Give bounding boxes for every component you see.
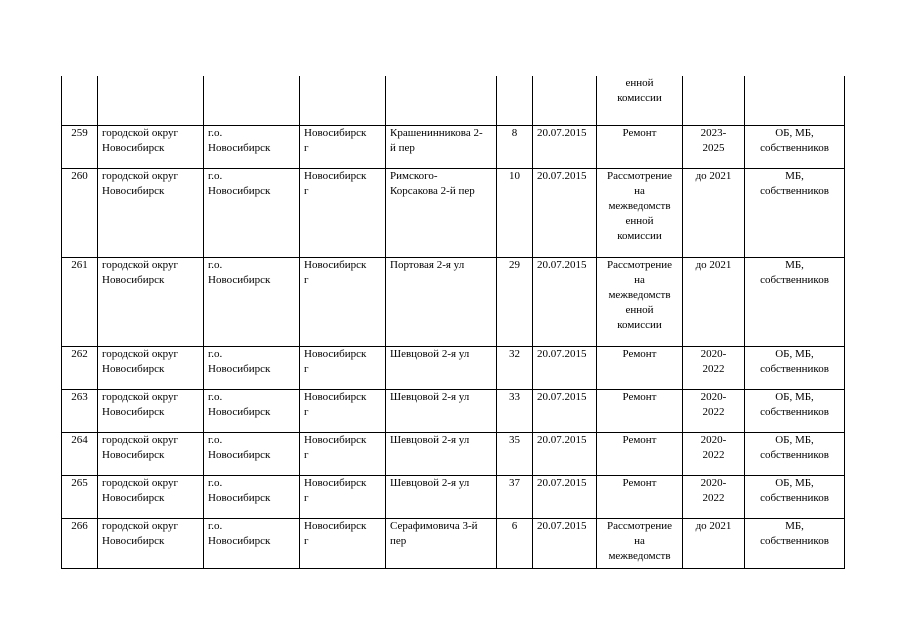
city-text: Новосибирск г (304, 519, 367, 547)
funding-text: ОБ, МБ, собственников (760, 476, 829, 504)
cell-house (497, 346, 533, 389)
house-text: 29 (509, 258, 520, 271)
cell-street (386, 125, 497, 168)
table-row (62, 168, 845, 257)
table-row (62, 518, 845, 568)
decision-text: Ремонт (622, 390, 657, 403)
date-text: 20.07.2015 (537, 476, 587, 489)
city-text: Новосибирск г (304, 476, 367, 504)
cell-period (683, 432, 745, 475)
decision-text: Ремонт (622, 126, 657, 139)
house-text: 10 (509, 169, 520, 182)
cell-district (98, 432, 204, 475)
cell-decision (597, 168, 683, 257)
cell-date (533, 76, 597, 125)
cell-period (683, 389, 745, 432)
house-text: 8 (511, 126, 518, 139)
decision-text: Рассмотрение на межведомств (606, 519, 673, 562)
decision-text: енной комиссии (617, 77, 662, 104)
cell-settlement (204, 257, 300, 346)
cell-street (386, 76, 497, 125)
street-text: Шевцовой 2-я ул (390, 347, 470, 360)
settlement-text: г.о. Новосибирск (208, 126, 271, 154)
settlement-text: г.о. Новосибирск (208, 390, 271, 418)
cell-house (497, 168, 533, 257)
district-text: городской округ Новосибирск (102, 169, 179, 197)
cell-period (683, 257, 745, 346)
cell-house (497, 518, 533, 568)
street-text: Шевцовой 2-я ул (390, 433, 470, 446)
funding-text: ОБ, МБ, собственников (760, 126, 829, 154)
cell-settlement (204, 76, 300, 125)
row-number: 261 (71, 258, 88, 271)
house-text: 33 (509, 390, 520, 403)
table-body (62, 76, 845, 568)
street-text: Шевцовой 2-я ул (390, 390, 470, 403)
cell-city (300, 432, 386, 475)
row-number: 262 (71, 347, 88, 360)
settlement-text: г.о. Новосибирск (208, 476, 271, 504)
cell-street (386, 389, 497, 432)
city-text: Новосибирск г (304, 169, 367, 197)
cell-district (98, 125, 204, 168)
street-text: Серафимовича 3-й пер (390, 519, 478, 547)
cell-house (497, 389, 533, 432)
cell-settlement (204, 125, 300, 168)
cell-street (386, 518, 497, 568)
funding-text: МБ, собственников (760, 519, 829, 547)
date-text: 20.07.2015 (537, 169, 587, 182)
cell-house (497, 257, 533, 346)
table-row (62, 389, 845, 432)
decision-text: Ремонт (622, 476, 657, 489)
cell-funding (745, 257, 845, 346)
cell-date (533, 257, 597, 346)
cell-city (300, 257, 386, 346)
funding-text: ОБ, МБ, собственников (760, 347, 829, 375)
continuation-row (62, 76, 845, 125)
row-number: 259 (71, 126, 88, 139)
cell-settlement (204, 346, 300, 389)
cell-funding (745, 432, 845, 475)
cell-city (300, 518, 386, 568)
district-text: городской округ Новосибирск (102, 347, 179, 375)
cell-num (62, 389, 98, 432)
cell-date (533, 432, 597, 475)
period-text: 2020- 2022 (700, 390, 727, 418)
funding-text: ОБ, МБ, собственников (760, 390, 829, 418)
cell-date (533, 346, 597, 389)
cell-settlement (204, 475, 300, 518)
cell-funding (745, 518, 845, 568)
district-text: городской округ Новосибирск (102, 126, 179, 154)
date-text: 20.07.2015 (537, 433, 587, 446)
cell-settlement (204, 389, 300, 432)
city-text: Новосибирск г (304, 258, 367, 286)
settlement-text: г.о. Новосибирск (208, 347, 271, 375)
cell-city (300, 125, 386, 168)
cell-street (386, 257, 497, 346)
cell-house (497, 475, 533, 518)
decision-text: Ремонт (622, 347, 657, 360)
cell-district (98, 346, 204, 389)
house-text: 35 (509, 433, 520, 446)
cell-decision (597, 346, 683, 389)
decision-text: Ремонт (622, 433, 657, 446)
date-text: 20.07.2015 (537, 390, 587, 403)
house-text: 6 (511, 519, 518, 532)
cell-street (386, 432, 497, 475)
cell-num (62, 125, 98, 168)
cell-date (533, 389, 597, 432)
cell-city (300, 76, 386, 125)
cell-date (533, 518, 597, 568)
cell-district (98, 257, 204, 346)
street-text: Портовая 2-я ул (390, 258, 465, 271)
cell-funding (745, 389, 845, 432)
city-text: Новосибирск г (304, 433, 367, 461)
city-text: Новосибирск г (304, 126, 367, 154)
period-text: до 2021 (695, 169, 732, 182)
cell-street (386, 168, 497, 257)
row-number: 264 (71, 433, 88, 446)
district-text: городской округ Новосибирск (102, 258, 179, 286)
cell-period (683, 168, 745, 257)
table-row (62, 475, 845, 518)
cell-num (62, 346, 98, 389)
funding-text: ОБ, МБ, собственников (760, 433, 829, 461)
cell-city (300, 475, 386, 518)
cell-city (300, 168, 386, 257)
cell-district (98, 475, 204, 518)
cell-house (497, 125, 533, 168)
cell-decision (597, 125, 683, 168)
row-number: 266 (71, 519, 88, 532)
cell-house (497, 76, 533, 125)
cell-house (497, 432, 533, 475)
cell-period (683, 125, 745, 168)
city-text: Новосибирск г (304, 390, 367, 418)
district-text: городской округ Новосибирск (102, 519, 179, 547)
settlement-text: г.о. Новосибирск (208, 258, 271, 286)
cell-date (533, 125, 597, 168)
period-text: 2020- 2022 (700, 476, 727, 504)
cell-street (386, 475, 497, 518)
settlement-text: г.о. Новосибирск (208, 169, 271, 197)
cell-funding (745, 346, 845, 389)
cell-period (683, 346, 745, 389)
settlement-text: г.о. Новосибирск (208, 433, 271, 461)
cell-period (683, 518, 745, 568)
cell-city (300, 389, 386, 432)
row-number: 263 (71, 390, 88, 403)
district-text: городской округ Новосибирск (102, 390, 179, 418)
table-row (62, 432, 845, 475)
cell-funding (745, 76, 845, 125)
date-text: 20.07.2015 (537, 347, 587, 360)
cell-settlement (204, 518, 300, 568)
cell-funding (745, 125, 845, 168)
period-text: до 2021 (695, 258, 732, 271)
cell-district (98, 389, 204, 432)
housing-register-table (61, 76, 845, 569)
table-row (62, 257, 845, 346)
cell-funding (745, 168, 845, 257)
period-text: 2020- 2022 (700, 347, 727, 375)
cell-num (62, 518, 98, 568)
cell-decision (597, 257, 683, 346)
cell-funding (745, 475, 845, 518)
row-number: 265 (71, 476, 88, 489)
period-text: до 2021 (695, 519, 732, 532)
date-text: 20.07.2015 (537, 258, 587, 271)
district-text: городской округ Новосибирск (102, 476, 179, 504)
cell-street (386, 346, 497, 389)
decision-text: Рассмотрение на межведомств енной комиссии (606, 169, 673, 242)
date-text: 20.07.2015 (537, 126, 587, 139)
cell-decision (597, 389, 683, 432)
period-text: 2020- 2022 (700, 433, 727, 461)
cell-settlement (204, 168, 300, 257)
cell-num (62, 432, 98, 475)
street-text: Крашенинникова 2- й пер (390, 126, 483, 154)
cell-num (62, 76, 98, 125)
cell-decision (597, 475, 683, 518)
funding-text: МБ, собственников (760, 258, 829, 286)
date-text: 20.07.2015 (537, 519, 587, 532)
cell-district (98, 168, 204, 257)
cell-period (683, 475, 745, 518)
house-text: 37 (509, 476, 520, 489)
street-text: Шевцовой 2-я ул (390, 476, 470, 489)
cell-period (683, 76, 745, 125)
settlement-text: г.о. Новосибирск (208, 519, 271, 547)
cell-district (98, 76, 204, 125)
cell-decision (597, 518, 683, 568)
table-row (62, 125, 845, 168)
cell-city (300, 346, 386, 389)
cell-num (62, 168, 98, 257)
district-text: городской округ Новосибирск (102, 433, 179, 461)
cell-decision (597, 432, 683, 475)
cell-date (533, 168, 597, 257)
cell-decision (597, 76, 683, 125)
cell-settlement (204, 432, 300, 475)
cell-num (62, 475, 98, 518)
decision-text: Рассмотрение на межведомств енной комиссии (606, 258, 673, 331)
house-text: 32 (509, 347, 520, 360)
table-row (62, 346, 845, 389)
city-text: Новосибирск г (304, 347, 367, 375)
period-text: 2023- 2025 (700, 126, 727, 154)
cell-num (62, 257, 98, 346)
row-number: 260 (71, 169, 88, 182)
cell-district (98, 518, 204, 568)
cell-date (533, 475, 597, 518)
funding-text: МБ, собственников (760, 169, 829, 197)
street-text: Римского- Корсакова 2-й пер (390, 169, 475, 197)
